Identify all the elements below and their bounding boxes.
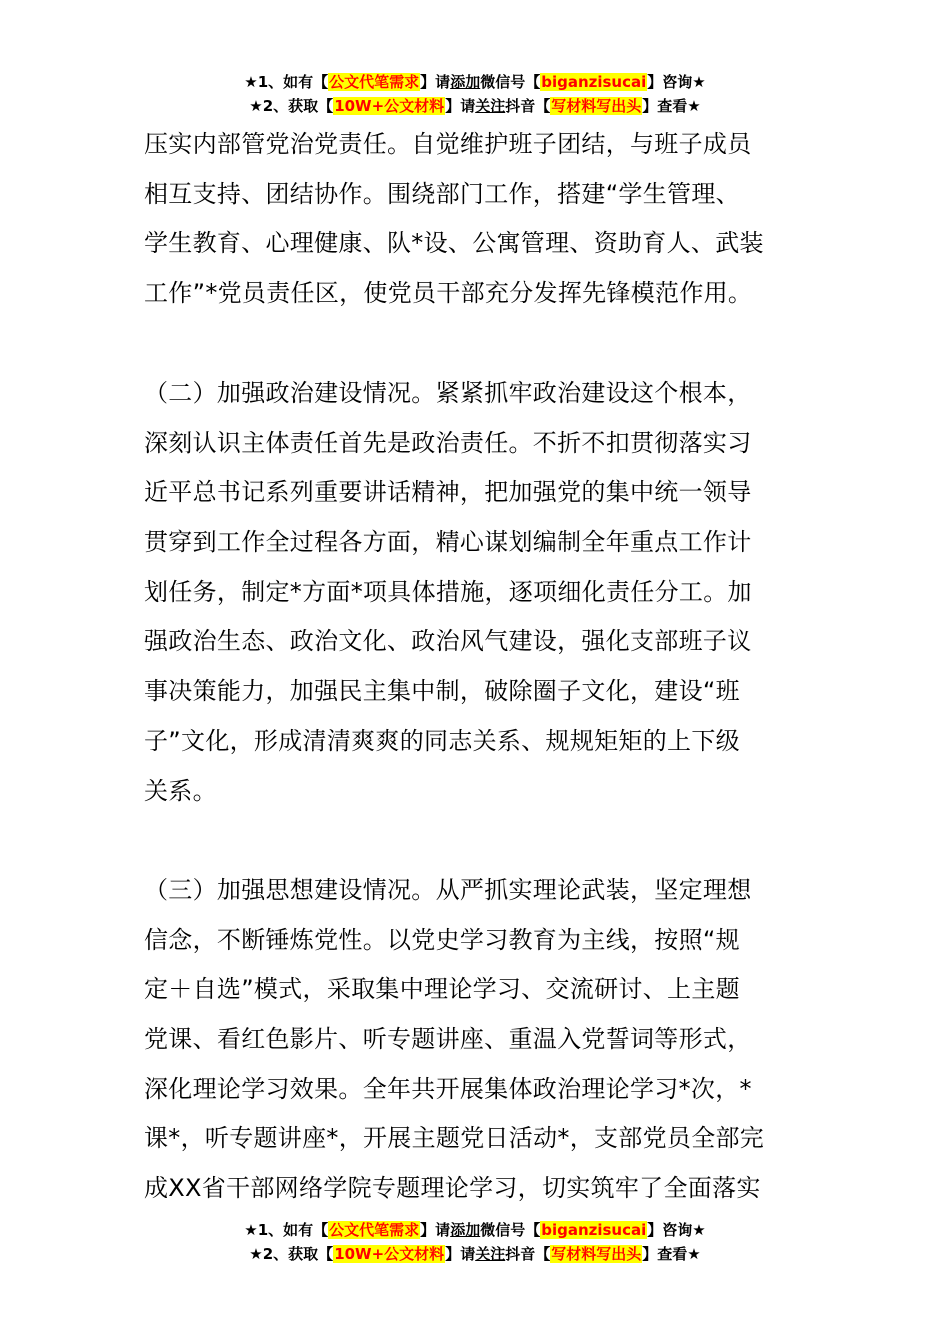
text-line: 压实内部管党治党责任。自觉维护班子团结，与班子成员 [144,130,752,158]
text-line: 划任务，制定*方面*项具体措施，逐项细化责任分工。加 [144,577,752,606]
text-line: 工作”*党员责任区，使党员干部充分发挥先锋模范作用。 [144,279,753,308]
text-line: 课*，听专题讲座*，开展主题党日活动*，支部党员全部完 [144,1124,765,1153]
promo-line-1: ★1、如有【公文代笔需求】请添加微信号【biganzisucai】咨询★ [244,73,706,91]
text-line: 深化理论学习效果。全年共开展集体政治理论学习*次，* [144,1074,752,1103]
text-line: 相互支持、团结协作。围绕部门工作，搭建“学生管理、 [144,179,740,208]
text-line: 关系。 [144,776,217,805]
text-line: 事决策能力，加强民主集中制，破除圈子文化，建设“班 [144,677,740,706]
text-line: 党课、看红色影片、听专题讲座、重温入党誓词等形式， [144,1025,752,1054]
text-line: 近平总书记系列重要讲话精神，把加强党的集中统一领导 [144,478,752,507]
header-promo-banner [0,70,950,118]
text-line: （三）加强思想建设情况。从严抓实理论武装，坚定理想 [144,876,752,904]
text-line: 强政治生态、政治文化、政治风气建设，强化支部班子议 [144,627,752,656]
text-line: 学生教育、心理健康、队*设、公寓管理、资助育人、武装 [144,229,764,258]
paragraph-ideological-construction [144,866,824,1214]
promo-line-2: ★2、获取【10W+公文材料】请关注抖音【写材料写出头】查看★ [249,1245,701,1263]
text-line: 贯穿到工作全过程各方面，精心谋划编制全年重点工作计 [144,528,752,557]
promo-line-2: ★2、获取【10W+公文材料】请关注抖音【写材料写出头】查看★ [249,97,701,115]
paragraph-political-construction [144,369,824,816]
footer-promo-banner [0,1218,950,1266]
text-line: 子”文化，形成清清爽爽的同志关系、规规矩矩的上下级 [144,726,740,755]
text-line: 成XX省干部网络学院专题理论学习，切实筑牢了全面落实 [144,1174,761,1203]
text-line: （二）加强政治建设情况。紧紧抓牢政治建设这个根本， [144,379,752,407]
text-line: 定＋自选”模式，采取集中理论学习、交流研讨、上主题 [144,975,740,1004]
text-line: 信念，不断锤炼党性。以党史学习教育为主线，按照“规 [144,925,740,954]
text-line: 深刻认识主体责任首先是政治责任。不折不扣贯彻落实习 [144,428,752,457]
paragraph-responsibility [144,120,824,319]
promo-line-1: ★1、如有【公文代笔需求】请添加微信号【biganzisucai】咨询★ [244,1221,706,1239]
